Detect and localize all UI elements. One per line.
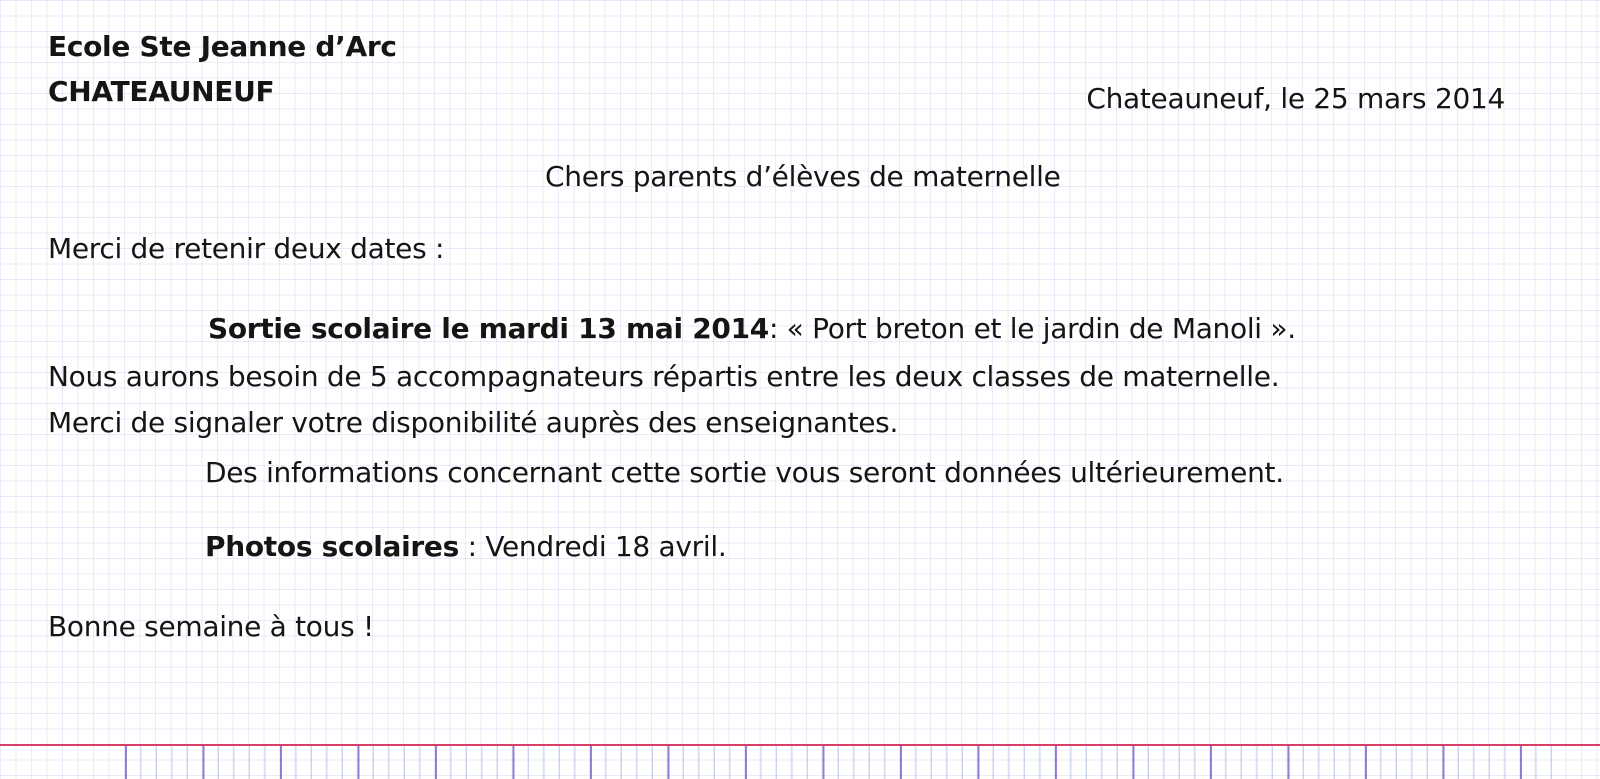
outing-paragraph-1: Nous aurons besoin de 5 accompagnateurs répartis entre les deux classes de maternelle. [48,360,1280,393]
photos-title: Photos scolaires [205,530,459,563]
outing-line [208,312,1296,345]
outing-destination: « Port breton et le jardin de Manoli ». [786,312,1296,345]
date-line: Chateauneuf, le 25 mars 2014 [1086,82,1505,115]
outing-paragraph-2: Merci de signaler votre disponibilité auprès des enseignantes. [48,406,899,439]
photos-date: : Vendredi 18 avril. [458,530,727,563]
ruler-ticks [125,746,1560,779]
outing-title: Sortie scolaire le mardi 13 mai 2014 [208,312,769,345]
outing-separator: : [768,312,787,345]
closing-text: Bonne semaine à tous ! [48,610,374,643]
school-city: CHATEAUNEUF [48,75,275,108]
intro-text: Merci de retenir deux dates : [48,232,445,265]
outing-paragraph-3: Des informations concernant cette sortie vous seront données ultérieurement. [205,456,1284,489]
school-name: Ecole Ste Jeanne d’Arc [48,30,397,63]
salutation: Chers parents d’élèves de maternelle [545,160,1061,193]
photos-line [205,530,726,563]
